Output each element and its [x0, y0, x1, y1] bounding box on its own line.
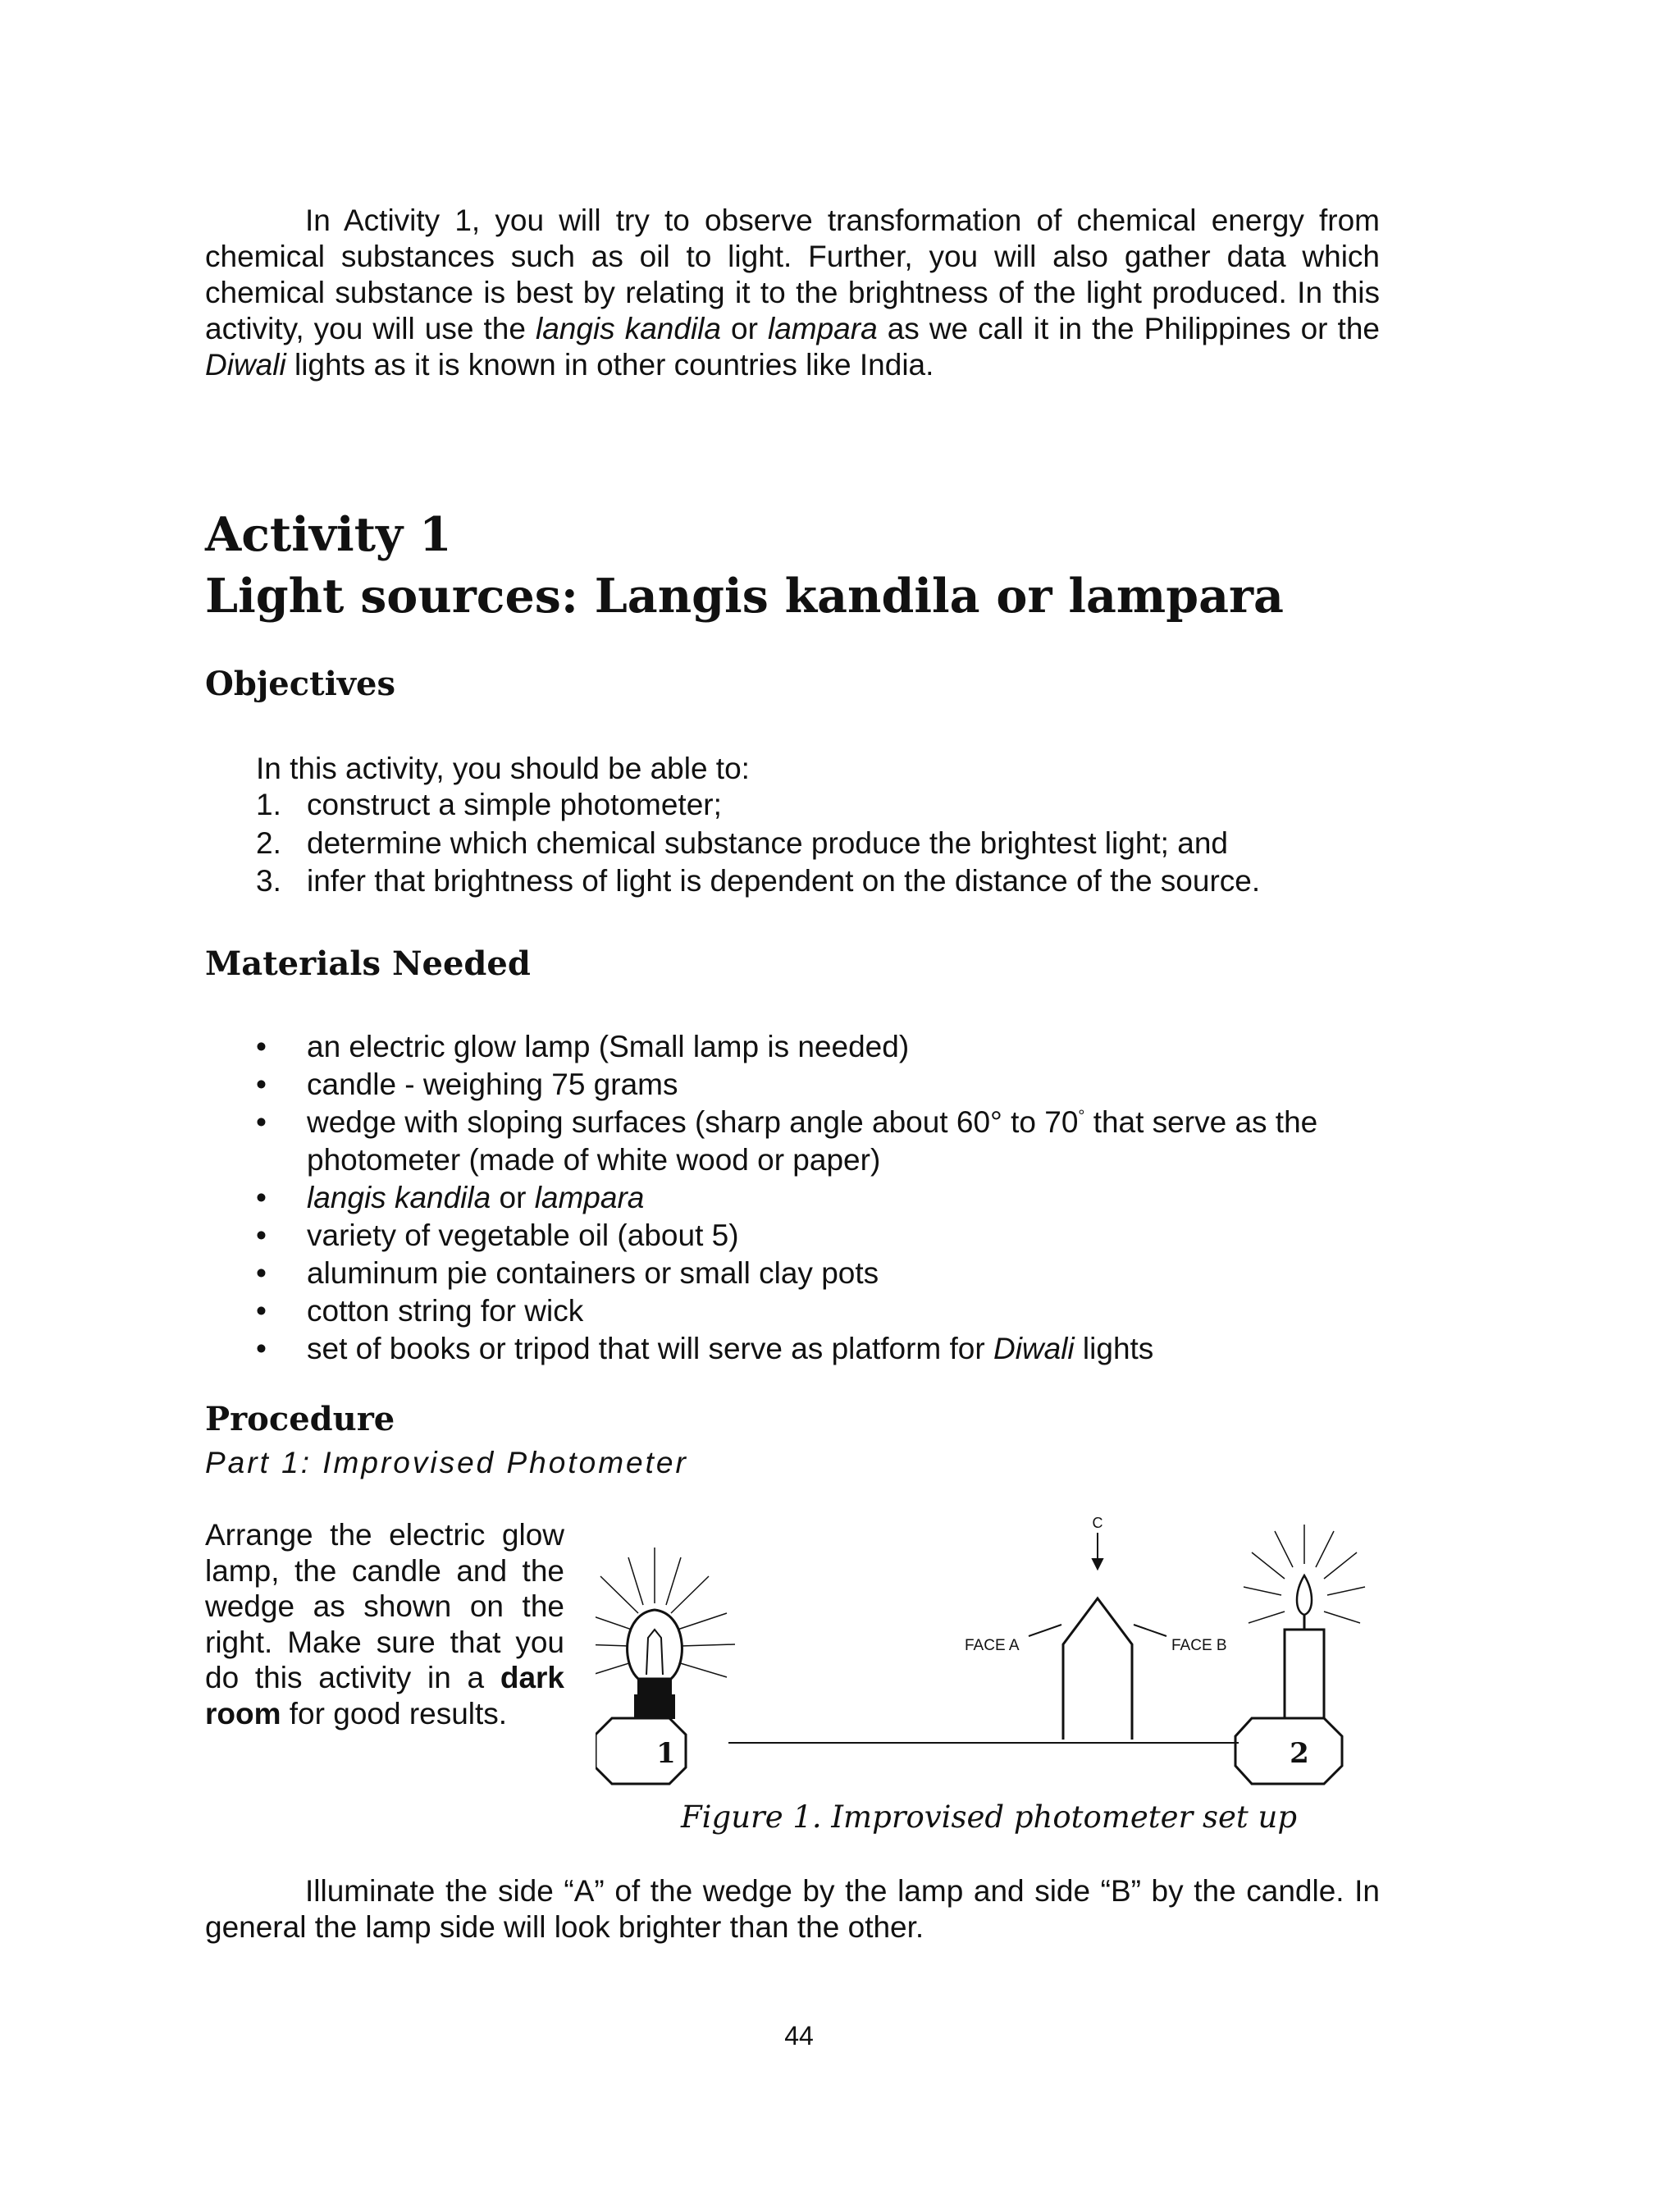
objectives-list: [256, 786, 1260, 901]
label-1: 1: [656, 1737, 676, 1770]
wedge: [1063, 1598, 1132, 1740]
label-face-b: FACE B: [1171, 1637, 1227, 1654]
intro-paragraph: In Activity 1, you will try to observe transformation of chemical energy from chemical substances such as oil to light. Further, you will also gather data which chemical substance is best by relating it to the brightness of the light produced. In this activity, you will use the langis kandila or lampara as we call it in the Philippines or the Diwali lights as it is known in other countries like India.: [205, 203, 1380, 382]
list-item: 3. infer that brightness of light is dependent on the distance of the source.: [256, 864, 1261, 898]
candle-icon: [1285, 1630, 1324, 1718]
objectives-heading: Objectives: [205, 665, 395, 703]
list-item: • langis kandila or lampara: [256, 1179, 1404, 1217]
arrow-face-b: [1134, 1625, 1166, 1636]
list-item: • variety of vegetable oil (about 5): [256, 1217, 1404, 1255]
lightbulb-icon: [628, 1610, 682, 1679]
list-item: 2. determine which chemical substance produce the brightest light; and: [256, 825, 1228, 860]
activity-title: Light sources: Langis kandila or lampara: [205, 569, 1284, 624]
list-item: • aluminum pie containers or small clay pots: [256, 1255, 1404, 1292]
list-item: • cotton string for wick: [256, 1292, 1404, 1330]
procedure-heading: Procedure: [205, 1400, 395, 1438]
photometer-figure: [596, 1515, 1373, 1797]
label-face-a: FACE A: [965, 1637, 1020, 1654]
list-item: • wedge with sloping surfaces (sharp angle about 60° to 70° that serve as the photometer (made of white wood or paper): [256, 1104, 1404, 1179]
arrow-face-a: [1029, 1625, 1061, 1636]
list-item: 1. construct a simple photometer;: [256, 788, 722, 821]
label-2: 2: [1290, 1737, 1309, 1770]
list-item: • set of books or tripod that will serve as platform for Diwali lights: [256, 1330, 1404, 1368]
objectives-lead: In this activity, you should be able to:: [256, 752, 750, 785]
materials-heading: Materials Needed: [205, 944, 531, 983]
candle-flame-icon: [1297, 1575, 1312, 1615]
final-paragraph: Illuminate the side “A” of the wedge by the lamp and side “B” by the candle. In general the lamp side will look brighter than the other.: [205, 1874, 1380, 1944]
procedure-instructions: Arrange the electric glow lamp, the candle and the wedge as shown on the right. Make sure that you do this activity in a dark room for good results.: [205, 1518, 564, 1731]
activity-number: Activity 1: [205, 507, 452, 562]
base-2-octagon: [1235, 1718, 1342, 1784]
procedure-part-title: Part 1: Improvised Photometer: [205, 1446, 688, 1479]
page-number: 44: [784, 2021, 814, 2051]
lamp-socket: [638, 1679, 671, 1695]
figure-caption: Figure 1. Improvised photometer set up: [681, 1799, 1298, 1835]
label-c: C: [1092, 1515, 1103, 1531]
list-item: • an electric glow lamp (Small lamp is needed): [256, 1028, 1404, 1066]
materials-list: [256, 1028, 1404, 1368]
lamp-base: [635, 1695, 674, 1718]
list-item: • candle - weighing 75 grams: [256, 1066, 1404, 1104]
